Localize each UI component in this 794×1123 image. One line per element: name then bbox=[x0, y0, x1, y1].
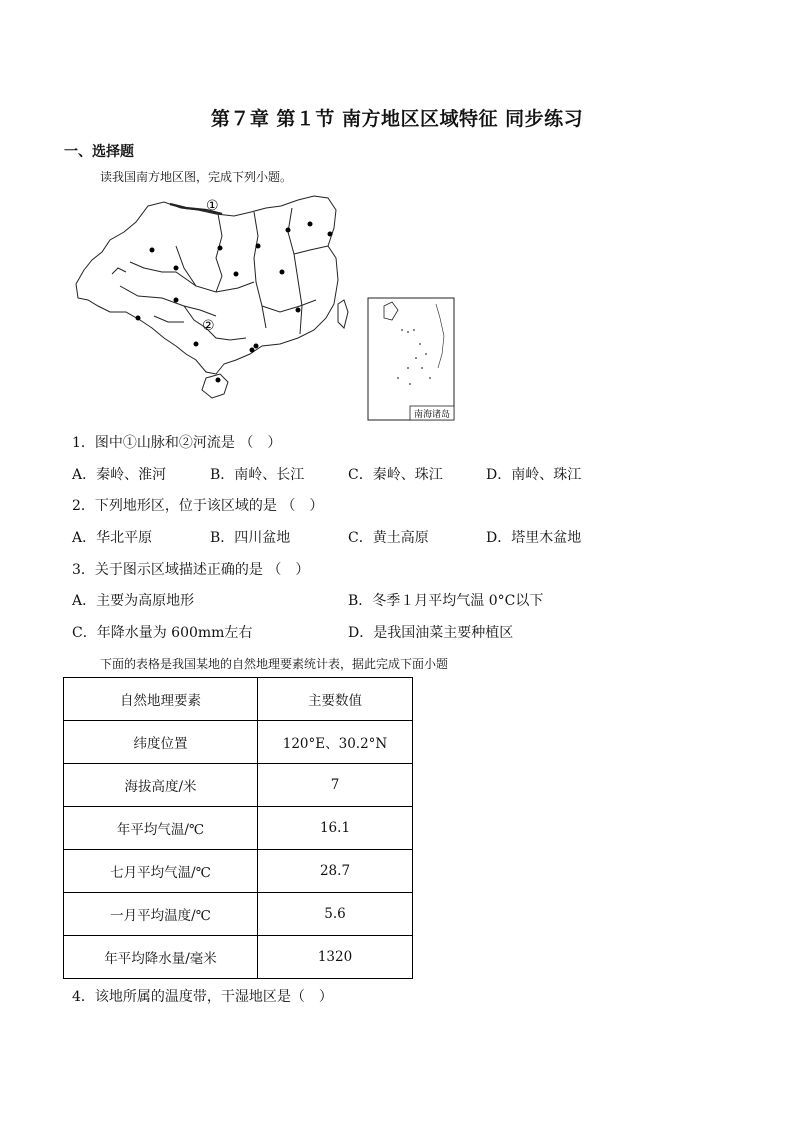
question-4-stem: 4．该地所属的温度带，干湿地区是（ ） bbox=[72, 989, 333, 1005]
page-title: 第７章 第１节 南方地区区域特征 同步练习 bbox=[210, 108, 584, 130]
intro-text-1: 读我国南方地区图，完成下列小题。 bbox=[100, 170, 293, 184]
table-row bbox=[64, 936, 413, 979]
table-header-cell: 自然地理要素 bbox=[64, 678, 258, 721]
table-cell: 纬度位置 bbox=[64, 721, 258, 764]
table-cell: 年平均气温/℃ bbox=[64, 807, 258, 850]
inset-label: 南海诸岛 bbox=[413, 410, 451, 420]
map-label-1: ① bbox=[206, 198, 219, 214]
table-row bbox=[64, 850, 413, 893]
question-3-stem: 3．关于图示区域描述正确的是 （ ） bbox=[72, 562, 310, 578]
intro-text-2: 下面的表格是我国某地的自然地理要素统计表，据此完成下面小题 bbox=[100, 657, 449, 671]
table-row bbox=[64, 721, 413, 764]
q2-option-b: B．四川盆地 bbox=[210, 530, 291, 546]
table-cell: 120°E、30.2°N bbox=[258, 721, 413, 764]
q2-option-a: A．华北平原 bbox=[72, 530, 153, 546]
question-2-stem: 2．下列地形区，位于该区域的是 （ ） bbox=[72, 498, 324, 514]
table-cell: 28.7 bbox=[258, 850, 413, 893]
q3-option-c: C．年降水量为 600mm左右 bbox=[72, 625, 253, 641]
city-dots bbox=[136, 222, 333, 383]
q3-option-a: A．主要为高原地形 bbox=[72, 593, 195, 609]
table-cell: 年平均降水量/毫米 bbox=[64, 936, 258, 979]
q1-option-a: A．秦岭、淮河 bbox=[72, 467, 167, 483]
table-row bbox=[64, 807, 413, 850]
table-cell: 1320 bbox=[258, 936, 413, 979]
table-row bbox=[64, 893, 413, 936]
map-label-2: ② bbox=[202, 318, 215, 334]
table-cell: 七月平均气温/℃ bbox=[64, 850, 258, 893]
q2-option-c: C．黄土高原 bbox=[348, 530, 429, 546]
q3-option-b: B．冬季１月平均气温 0°C以下 bbox=[348, 593, 544, 609]
section-heading: 一、选择题 bbox=[64, 144, 134, 160]
table-cell: 7 bbox=[258, 764, 413, 807]
table-header-cell: 主要数值 bbox=[258, 678, 413, 721]
table-cell: 一月平均温度/℃ bbox=[64, 893, 258, 936]
table-header-row bbox=[64, 678, 413, 721]
q3-option-d: D．是我国油菜主要种植区 bbox=[348, 625, 514, 641]
table-cell: 5.6 bbox=[258, 893, 413, 936]
q1-option-b: B．南岭、长江 bbox=[210, 467, 305, 483]
q1-option-d: D．南岭、珠江 bbox=[486, 467, 582, 483]
geography-data-table bbox=[63, 677, 413, 979]
q1-option-c: C．秦岭、珠江 bbox=[348, 467, 443, 483]
south-china-map bbox=[66, 188, 466, 424]
hainan-island bbox=[202, 374, 228, 398]
q2-option-d: D．塔里木盆地 bbox=[486, 530, 582, 546]
table-cell: 海拔高度/米 bbox=[64, 764, 258, 807]
taiwan-island bbox=[338, 300, 348, 328]
table-cell: 16.1 bbox=[258, 807, 413, 850]
table-row bbox=[64, 764, 413, 807]
question-1-stem: 1．图中①山脉和②河流是 （ ） bbox=[72, 435, 282, 451]
